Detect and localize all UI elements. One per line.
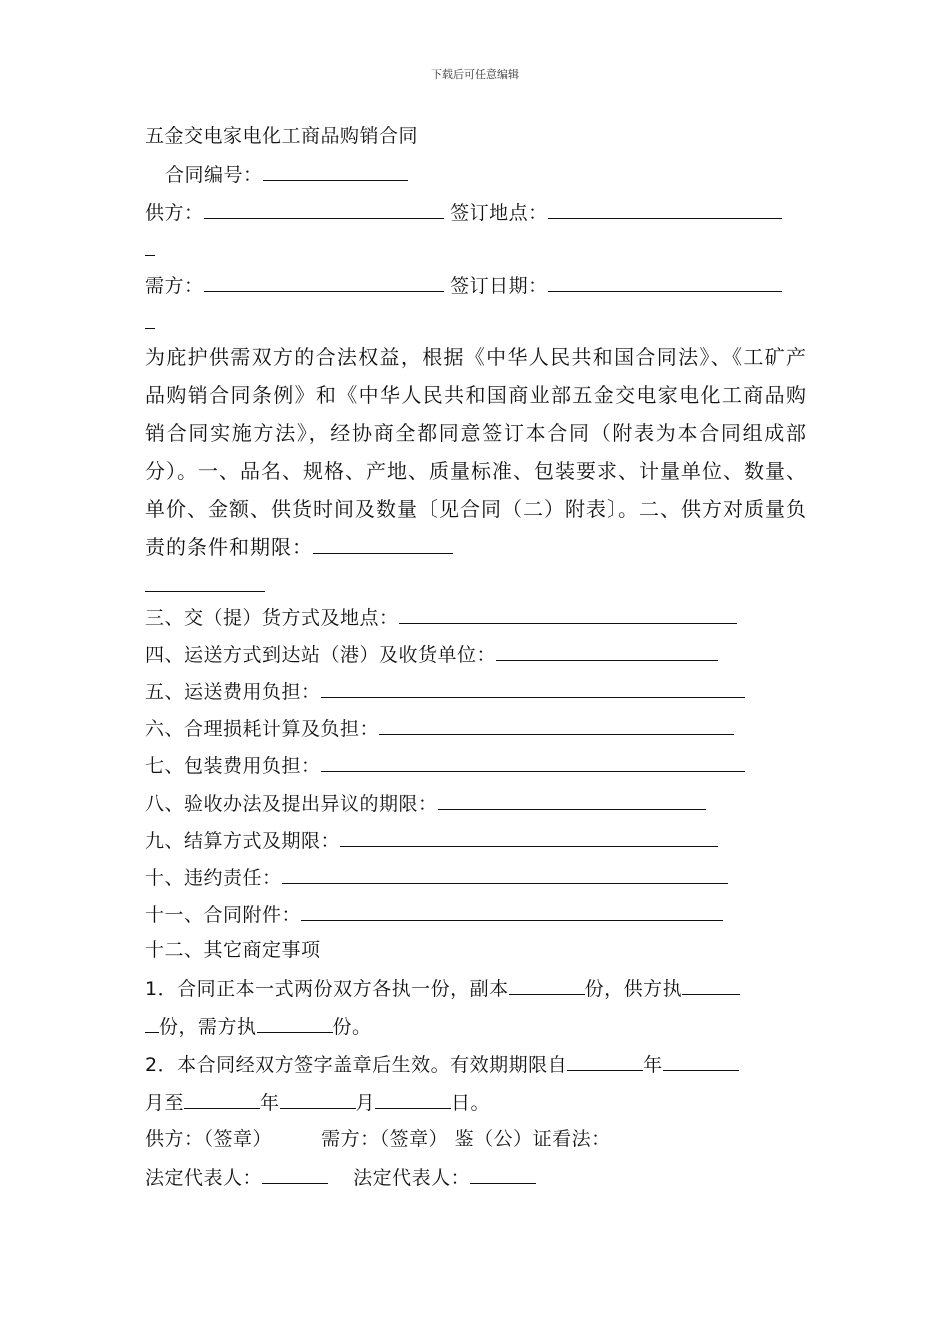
preamble-text: 为庇护供需双方的合法权益，根据《中华人民共和国合同法》、《工矿产品购销合同条例》和《中华人民共和国商业部五金交电家电化工商品购销合同实施方法》，经协商全都同意签订本合同（附表为本合同组成部分）。一、品名、规格、产地、质量标准、包装要求、计量单位、数量、单价、金额、供货时间及数量〔见合同（二）附表〕。二、供方对质量负责的条件和期限： xyxy=(145,345,807,559)
clause-11 xyxy=(145,901,723,927)
buyer-row-wrap xyxy=(145,309,155,335)
clause-4-blank[interactable] xyxy=(496,641,718,661)
clause-6-label: 六、合理损耗计算及负担： xyxy=(145,718,380,740)
end-month-blank[interactable] xyxy=(280,1089,356,1109)
contract-number-label: 合同编号： xyxy=(165,164,263,186)
item-2-line-2 xyxy=(145,1089,490,1115)
buyer-blank[interactable] xyxy=(204,272,444,292)
buyer-row xyxy=(145,272,782,298)
item-1-line-1 xyxy=(145,975,740,1001)
buyer-signature: 需方：（签章） xyxy=(321,1128,449,1150)
item-2-month-to-label: 月至 xyxy=(145,1092,185,1114)
item-2-end-year-label: 年 xyxy=(260,1092,280,1114)
clause-6 xyxy=(145,715,734,741)
start-month-blank[interactable] xyxy=(663,1051,739,1071)
clause-8-label: 八、验收办法及提出异议的期限： xyxy=(145,793,438,815)
clause-7-blank[interactable] xyxy=(321,752,745,772)
clause-3 xyxy=(145,604,737,630)
supplier-row-wrap xyxy=(145,236,155,262)
item-1-text-b: 份，供方执 xyxy=(584,978,683,1000)
start-year-blank[interactable] xyxy=(567,1051,643,1071)
buyer-label: 需方： xyxy=(145,275,204,297)
contract-number-blank[interactable] xyxy=(263,161,408,181)
clause-3-blank[interactable] xyxy=(399,604,737,624)
end-day-blank[interactable] xyxy=(375,1089,451,1109)
clause-10 xyxy=(145,864,728,890)
quality-terms-blank[interactable] xyxy=(313,534,453,554)
clause-4 xyxy=(145,641,718,667)
sign-place-blank-wrap xyxy=(145,236,155,256)
clause-11-blank[interactable] xyxy=(301,901,723,921)
sign-date-blank[interactable] xyxy=(548,272,782,292)
item-1-text-c: 份，需方执 xyxy=(159,1016,257,1038)
sign-place-label: 签订地点： xyxy=(450,202,548,224)
clause-11-label: 十一、合同附件： xyxy=(145,904,302,926)
clause-9-label: 九、结算方式及期限： xyxy=(145,830,341,852)
header-note: 下载后可任意编辑 xyxy=(431,68,519,81)
clause-7 xyxy=(145,752,745,778)
sign-place-blank[interactable] xyxy=(548,199,782,219)
clause-10-blank[interactable] xyxy=(282,864,728,884)
supplier-blank[interactable] xyxy=(204,199,444,219)
clause-5-blank[interactable] xyxy=(321,678,745,698)
clause-9-blank[interactable] xyxy=(340,827,718,847)
supplier-label: 供方： xyxy=(145,202,204,224)
representative-row xyxy=(145,1164,536,1190)
buyer-representative-label: 法定代表人： xyxy=(353,1167,471,1189)
sign-date-blank-wrap xyxy=(145,309,155,329)
supplier-row xyxy=(145,199,782,225)
supplier-representative-label: 法定代表人： xyxy=(145,1167,263,1189)
item-2-line-1 xyxy=(145,1051,739,1077)
clause-6-blank[interactable] xyxy=(379,715,734,735)
item-2-day-label: 日。 xyxy=(451,1092,491,1114)
clause-8-blank[interactable] xyxy=(438,790,706,810)
contract-number-row xyxy=(165,161,408,187)
supplier-copies-blank-wrap xyxy=(145,1013,159,1033)
end-year-blank[interactable] xyxy=(184,1089,260,1109)
item-2-end-month-label: 月 xyxy=(355,1092,376,1114)
item-1-line-2 xyxy=(145,1013,372,1039)
item-2-text-a: 2．本合同经双方签字盖章后生效。有效期期限自 xyxy=(145,1054,568,1076)
clause-10-label: 十、违约责任： xyxy=(145,867,282,889)
clause-5 xyxy=(145,678,745,704)
supplier-signature: 供方：（签章） xyxy=(145,1128,273,1150)
quality-terms-blank-wrap xyxy=(145,572,265,592)
signature-row xyxy=(145,1127,611,1151)
clause-4-label: 四、运送方式到达站（港）及收货单位： xyxy=(145,644,497,666)
document-title: 五金交电家电化工商品购销合同 xyxy=(145,125,419,147)
sign-date-label: 签订日期： xyxy=(450,275,548,297)
clause-12: 十二、其它商定事项 xyxy=(145,939,321,961)
buyer-representative-blank[interactable] xyxy=(470,1164,536,1184)
item-2-year-label: 年 xyxy=(643,1054,663,1076)
buyer-copies-blank[interactable] xyxy=(257,1013,333,1033)
clause-7-label: 七、包装费用负担： xyxy=(145,755,321,777)
supplier-copies-blank[interactable] xyxy=(682,975,740,995)
preamble-paragraph xyxy=(145,338,807,604)
clause-9 xyxy=(145,827,718,853)
item-1-text-d: 份。 xyxy=(332,1016,372,1038)
item-1-text-a: 1．合同正本一式两份双方各执一份，副本 xyxy=(145,978,509,1000)
supplier-representative-blank[interactable] xyxy=(262,1164,328,1184)
notary-opinion: 鉴（公）证看法： xyxy=(454,1128,611,1150)
clause-3-label: 三、交（提）货方式及地点： xyxy=(145,607,399,629)
clause-8 xyxy=(145,790,706,816)
copies-blank[interactable] xyxy=(509,975,585,995)
clause-5-label: 五、运送费用负担： xyxy=(145,681,321,703)
